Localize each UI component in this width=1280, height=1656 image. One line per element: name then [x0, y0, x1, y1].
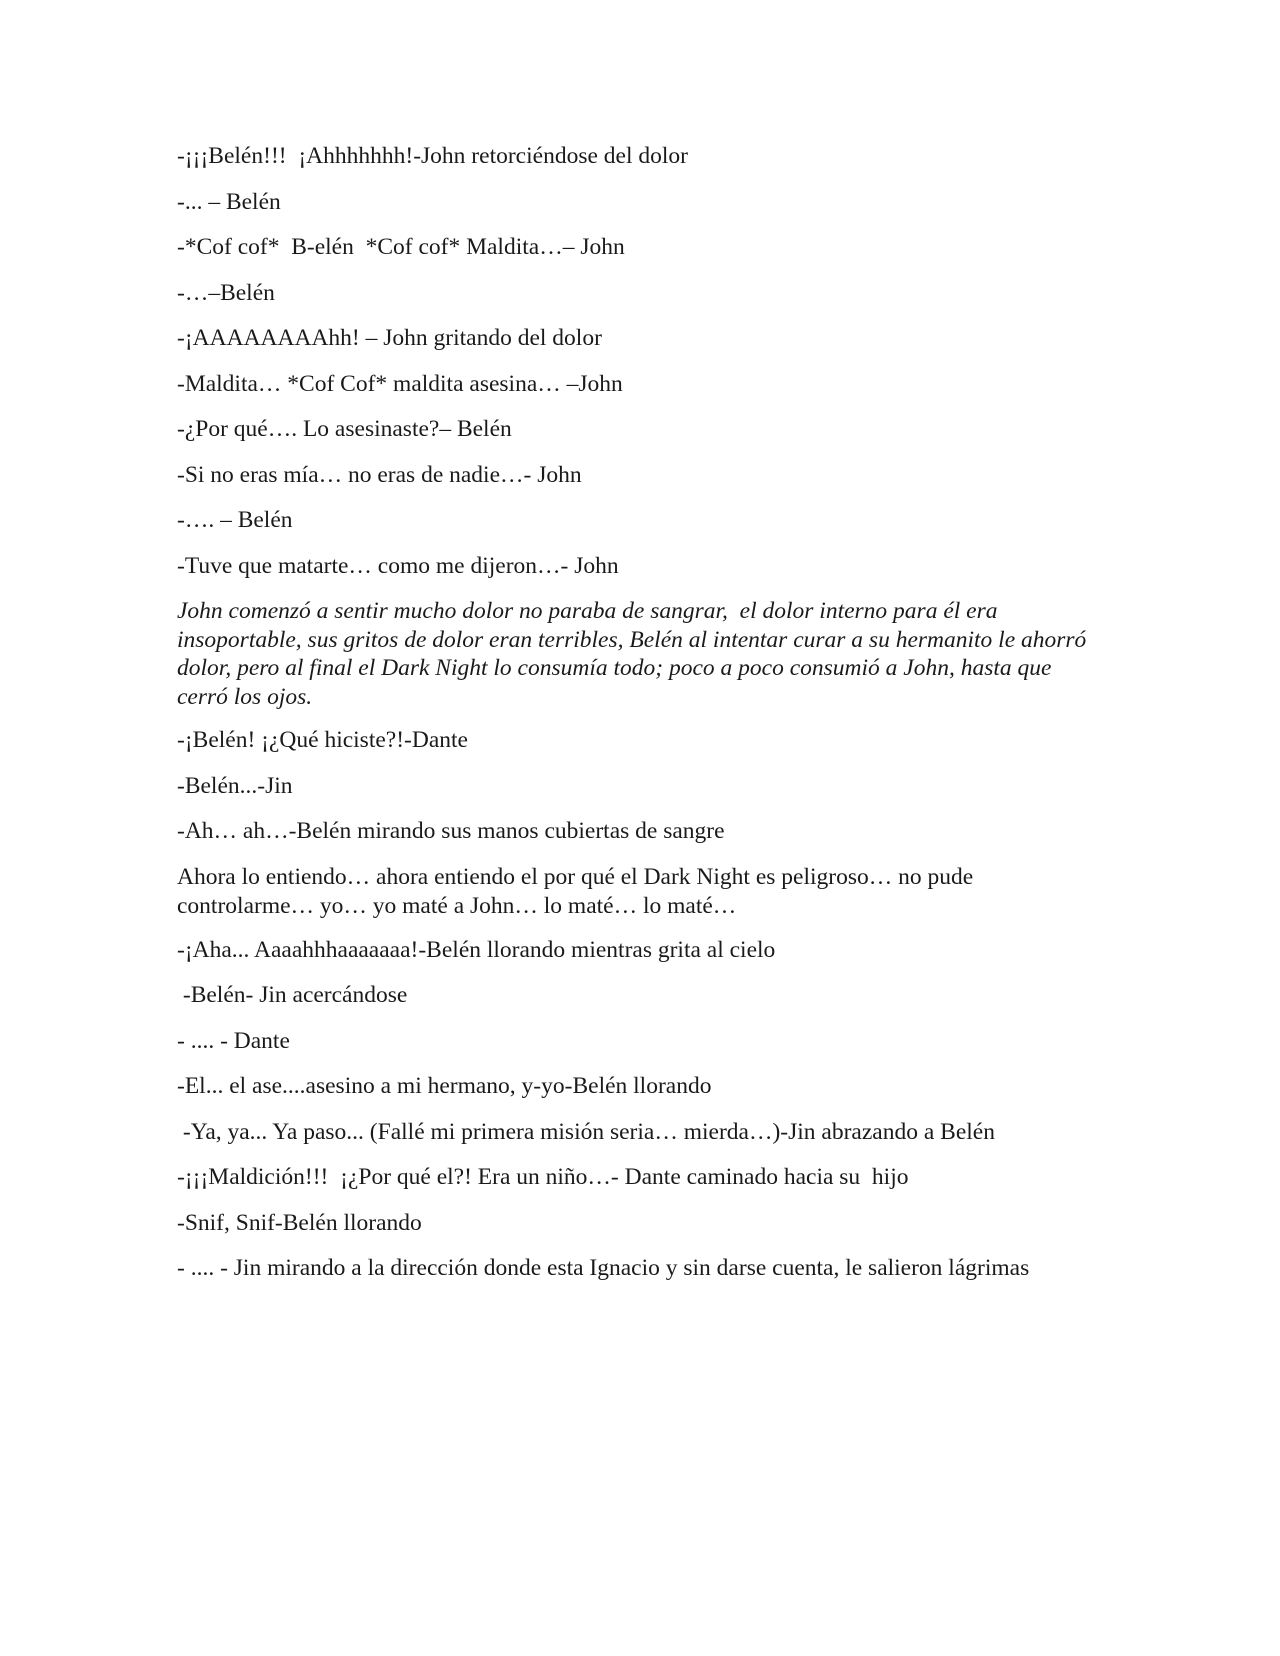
- paragraph-1: -¡¡¡Belén!!! ¡Ahhhhhhh!-John retorciéndose del dolor: [177, 143, 688, 169]
- paragraph-4: -…–Belén: [177, 279, 275, 306]
- paragraph-5: -¡AAAAAAAAhh! – John gritando del dolor: [177, 325, 602, 351]
- paragraph-9: -…. – Belén: [177, 507, 293, 533]
- paragraph-13: -Belén...-Jin: [177, 772, 293, 799]
- paragraph-12: -¡Belén! ¡¿Qué hiciste?!-Dante: [177, 727, 468, 753]
- paragraph-23: - .... - Jin mirando a la dirección donde esta Ignacio y sin darse cuenta, le salieron lágrimas: [177, 1255, 1030, 1281]
- narration-paragraph: John comenzó a sentir mucho dolor no paraba de sangrar, el dolor interno para él era insoportable, sus gritos de dolor eran terribles, Belén al intentar curar a su hermanito le ahorró dolor, pero al final el Dark Night lo consumía todo; poco a poco consumió a John, hasta que cerró los ojos.: [177, 598, 1093, 710]
- paragraph-21: -¡¡¡Maldición!!! ¡¿Por qué el?! Era un niño…- Dante caminado hacia su hijo: [177, 1164, 909, 1190]
- paragraph-19: -El... el ase....asesino a mi hermano, y-yo-Belén llorando: [177, 1073, 712, 1099]
- paragraph-3: -*Cof cof* B-elén *Cof cof* Maldita…– John: [177, 234, 625, 260]
- paragraph-6: -Maldita… *Cof Cof* maldita asesina… –John: [177, 370, 623, 397]
- paragraph-2: -... – Belén: [177, 188, 281, 215]
- paragraph-22: -Snif, Snif-Belén llorando: [177, 1209, 422, 1236]
- paragraph-18: - .... - Dante: [177, 1027, 290, 1054]
- paragraph-14: -Ah… ah…-Belén mirando sus manos cubiertas de sangre: [177, 818, 725, 844]
- paragraph-8: -Si no eras mía… no eras de nadie…- John: [177, 461, 582, 488]
- inner-thought-paragraph: Ahora lo entiendo… ahora entiendo el por qué el Dark Night es peligroso… no pude controlarme… yo… yo maté a John… lo maté… lo maté…: [177, 863, 980, 919]
- paragraph-10: -Tuve que matarte… como me dijeron…- John: [177, 552, 619, 579]
- paragraph-7: -¿Por qué…. Lo asesinaste?– Belén: [177, 416, 512, 442]
- paragraph-16: -¡Aha... Aaaahhhaaaaaaa!-Belén llorando mientras grita al cielo: [177, 936, 776, 963]
- paragraph-17: -Belén- Jin acercándose: [177, 982, 408, 1008]
- paragraph-20: -Ya, ya... Ya paso... (Fallé mi primera misión seria… mierda…)-Jin abrazando a Belén: [177, 1118, 995, 1145]
- document-body: [177, 142, 1107, 1300]
